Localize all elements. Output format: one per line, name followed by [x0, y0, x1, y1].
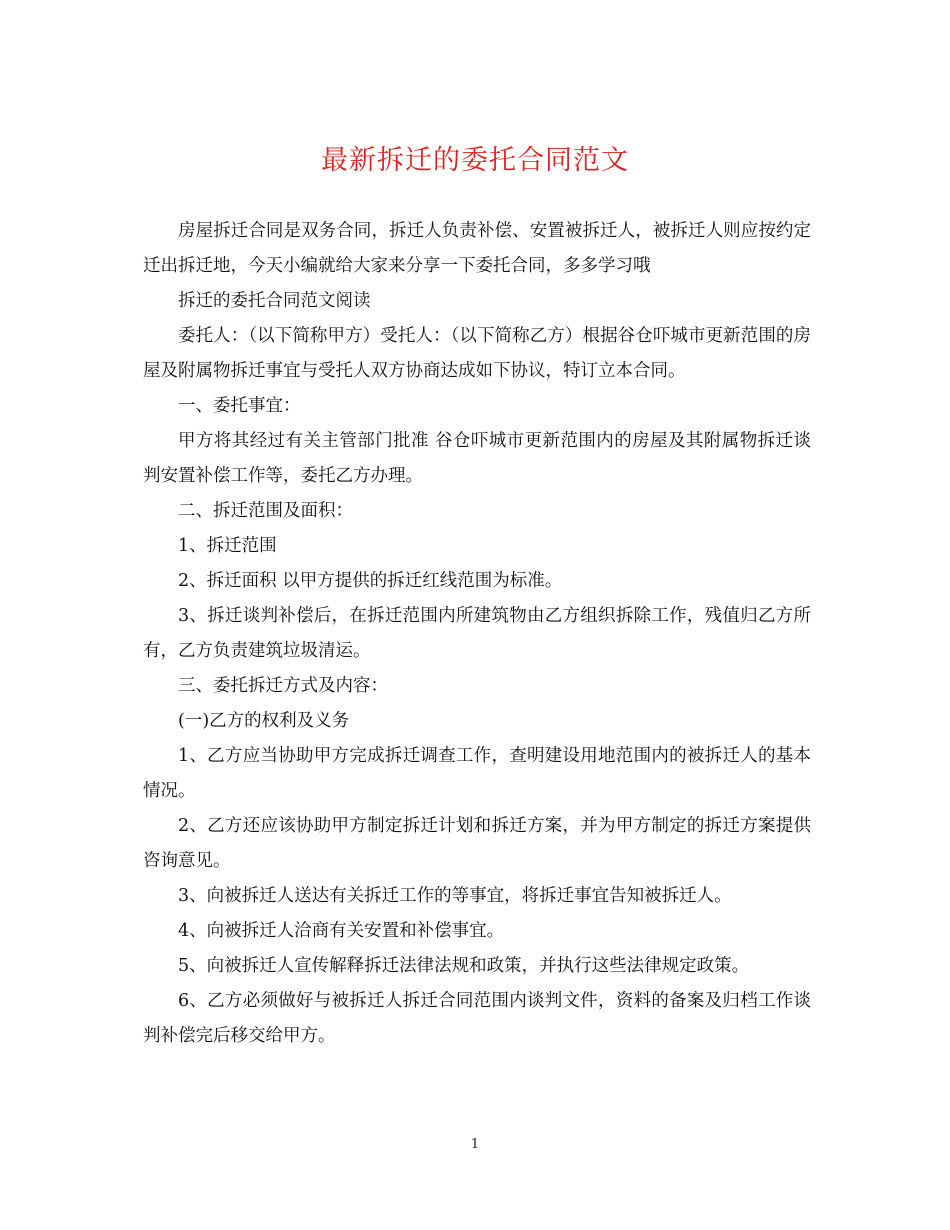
document-body [143, 214, 811, 1054]
section-heading-2: 二、拆迁范围及面积： [178, 501, 353, 521]
paragraph-intro: 房屋拆迁合同是双务合同，拆迁人负责补偿、安置被拆迁人，被拆迁人则应按约定迁出拆迁地，今天小编就给大家来分享一下委托合同，多多学习哦 [143, 221, 811, 276]
paragraph-entrust-matters: 甲方将其经过有关主管部门批准 谷仓吓城市更新范围内的房屋及其附属物拆迁谈判安置补偿工作等，委托乙方办理。 [143, 431, 811, 486]
subsection-heading: (一)乙方的权利及义务 [178, 711, 350, 731]
document-title: 最新拆迁的委托合同范文 [321, 145, 629, 176]
paragraph-reading-heading: 拆迁的委托合同范文阅读 [178, 291, 371, 311]
clause-2-2: 2、拆迁面积 以甲方提供的拆迁红线范围为标准。 [178, 571, 563, 591]
clause-3-4: 4、向被拆迁人洽商有关安置和补偿事宜。 [178, 921, 505, 941]
paragraph-parties: 委托人：（以下简称甲方）受托人：（以下简称乙方）根据谷仓吓城市更新范围的房屋及附属物拆迁事宜与受托人双方协商达成如下协议，特订立本合同。 [143, 326, 811, 381]
section-heading-1: 一、委托事宜： [178, 396, 301, 416]
clause-3-5: 5、向被拆迁人宣传解释拆迁法律法规和政策，并执行这些法律规定政策。 [178, 956, 750, 976]
clause-3-6: 6、乙方必须做好与被拆迁人拆迁合同范围内谈判文件，资料的备案及归档工作谈判补偿完后移交给甲方。 [143, 991, 811, 1046]
section-heading-3: 三、委托拆迁方式及内容： [178, 676, 388, 696]
clause-3-1: 1、乙方应当协助甲方完成拆迁调查工作，查明建设用地范围内的被拆迁人的基本情况。 [143, 746, 811, 801]
clause-3-3: 3、向被拆迁人送达有关拆迁工作的等事宜，将拆迁事宜告知被拆迁人。 [178, 886, 732, 906]
page-number: 1 [470, 1137, 480, 1152]
clause-2-3: 3、拆迁谈判补偿后，在拆迁范围内所建筑物由乙方组织拆除工作，残值归乙方所有，乙方负责建筑垃圾清运。 [143, 606, 811, 661]
clause-2-1: 1、拆迁范围 [178, 536, 277, 556]
clause-3-2: 2、乙方还应该协助甲方制定拆迁计划和拆迁方案，并为甲方制定的拆迁方案提供咨询意见。 [143, 816, 811, 871]
